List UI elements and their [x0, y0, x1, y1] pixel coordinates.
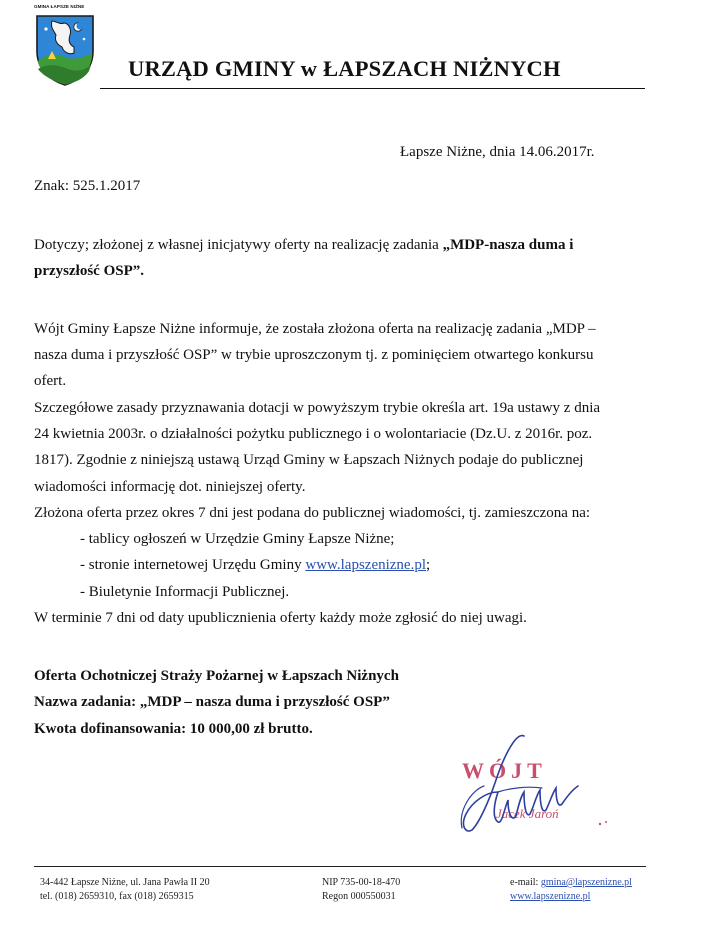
list-item: - Biuletynie Informacji Publicznej. [80, 584, 290, 600]
place-and-date: Łapsze Niżne, dnia 14.06.2017r. [400, 144, 595, 160]
subject-prefix: Dotyczy; złożonej z własnej inicjatywy oferty na realizację zadania [34, 237, 443, 253]
subject-line-1 [34, 234, 573, 256]
footer-nip: NIP 735-00-18-470 [322, 877, 401, 888]
stamp-title: WÓJT [462, 758, 547, 783]
offer-amount: Kwota dofinansowania: 10 000,00 zł brutto. [34, 721, 313, 737]
body-line: nasza duma i przyszłość OSP” w trybie uproszczonym tj. z pominięciem otwartego konkursu [34, 347, 594, 363]
offer-organization: Oferta Ochotniczej Straży Pożarnej w Łapszach Niżnych [34, 668, 399, 684]
body-line: 1817). Zgodnie z niniejszą ustawą Urząd Gminy w Łapszach Niżnych podaje do publicznej [34, 452, 584, 468]
handwritten-signature [432, 730, 622, 842]
body-line: Szczegółowe zasady przyznawania dotacji w powyższym trybie określa art. 19a ustawy z dnia [34, 400, 601, 416]
list-item-prefix: - stronie internetowej Urzędu Gminy [80, 557, 306, 573]
footer-website-line [510, 890, 590, 904]
body-line: 24 kwietnia 2003r. o działalności pożytku publicznego i o wolontariacie (Dz.U. z 2016r. poz. [34, 426, 593, 442]
website-link[interactable]: www.lapszenizne.pl [305, 557, 427, 573]
list-item: - tablicy ogłoszeń w Urzędzie Gminy Łapsze Niżne; [80, 531, 395, 547]
subject-line-2: przyszłość OSP”. [34, 263, 144, 279]
crest-caption: GMINA ŁAPSZE NIŻNE [34, 4, 85, 9]
list-item [80, 554, 430, 576]
footer-address: 34-442 Łapsze Niżne, ul. Jana Pawła II 20 [40, 877, 210, 888]
signature-stamp [432, 730, 622, 842]
body-line: wiadomości informację dot. niniejszej oferty. [34, 479, 306, 495]
body-line: Wójt Gminy Łapsze Niżne informuje, że została złożona oferta na realizację zadania „MDP – [34, 321, 596, 337]
footer-phone: tel. (018) 2659310, fax (018) 2659315 [40, 891, 194, 902]
footer-email-link[interactable]: gmina@lapszenizne.pl [540, 877, 632, 888]
footer-regon: Regon 000550031 [322, 891, 396, 902]
stamp-name: Jacek Jaroń [496, 806, 559, 821]
crest-shield-icon [34, 13, 96, 87]
body-line: ofert. [34, 373, 67, 389]
footer-divider [34, 866, 646, 867]
list-item-suffix: ; [426, 557, 431, 573]
footer-email-line [510, 876, 632, 890]
office-title: URZĄD GMINY w ŁAPSZACH NIŻNYCH [128, 56, 561, 81]
municipal-crest [34, 4, 104, 88]
body-line: Złożona oferta przez okres 7 dni jest podana do publicznej wiadomości, tj. zamieszczona na: [34, 505, 591, 521]
footer-email-label: e-mail: [510, 877, 541, 888]
reference-number: Znak: 525.1.2017 [34, 178, 141, 194]
closing-line: W terminie 7 dni od daty upublicznienia oferty każdy może zgłosić do niej uwagi. [34, 610, 527, 626]
offer-task-name: Nazwa zadania: „MDP – nasza duma i przyszłość OSP” [34, 694, 390, 710]
footer-website-link[interactable]: www.lapszenizne.pl [510, 891, 591, 902]
subject-task-name: „MDP-nasza duma i [442, 237, 574, 253]
header-divider [100, 88, 645, 89]
